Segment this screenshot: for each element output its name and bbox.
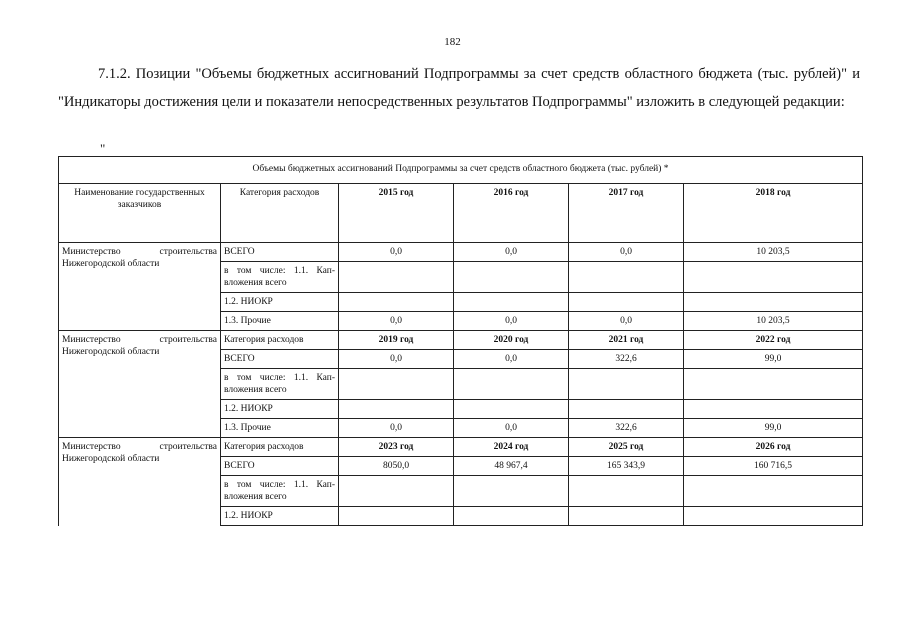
value-cell: 322,6 [569,419,684,438]
value-cell [454,293,569,312]
category-cell: ВСЕГО [221,457,339,476]
value-cell [684,262,863,293]
value-cell: 165 343,9 [569,457,684,476]
value-cell [569,400,684,419]
table-row [59,243,863,262]
value-cell [684,507,863,526]
header-year: 2017 год [569,184,684,243]
value-cell: 0,0 [339,312,454,331]
page-number: 182 [444,36,461,48]
year-cell: 2025 год [569,438,684,457]
category-header-cell: Категория расходов [221,331,339,350]
category-cell: в том числе: 1.1. Кап-вложения всего [221,262,339,293]
category-cell: ВСЕГО [221,350,339,369]
table-row [59,438,863,457]
year-cell: 2026 год [684,438,863,457]
value-cell: 8050,0 [339,457,454,476]
value-cell [454,400,569,419]
category-cell: 1.3. Прочие [221,312,339,331]
year-cell: 2024 год [454,438,569,457]
instruction-paragraph: 7.1.2. Позиции "Объемы бюджетных ассигнований Подпрограммы за счет средств областного бюджета (тыс. рублей)" и "Индикаторы достижения цели и показатели непосредственных результатов Подпрограммы" изложить в следующей редакции: [58,66,860,110]
value-cell: 10 203,5 [684,243,863,262]
value-cell [454,262,569,293]
table-row [59,331,863,350]
table-caption-row [59,157,863,184]
value-cell [684,293,863,312]
value-cell: 0,0 [454,312,569,331]
ministry-name: Министерство строительства Нижегородской области [62,247,217,269]
value-cell [339,507,454,526]
year-cell: 2023 год [339,438,454,457]
value-cell: 99,0 [684,350,863,369]
value-cell: 160 716,5 [684,457,863,476]
header-category: Категория расходов [221,184,339,243]
value-cell: 10 203,5 [684,312,863,331]
table-caption: Объемы бюджетных ассигнований Подпрограммы за счет средств областного бюджета (тыс. рублей) * [59,157,863,184]
value-cell: 48 967,4 [454,457,569,476]
value-cell [569,369,684,400]
category-header-cell: Категория расходов [221,438,339,457]
value-cell [569,262,684,293]
budget-table [58,156,863,526]
opening-quote-mark: " [100,141,106,156]
category-cell: в том числе: 1.1. Кап-вложения всего [221,369,339,400]
ministry-name-cell [59,331,221,438]
value-cell [454,369,569,400]
value-cell [454,507,569,526]
ministry-name: Министерство строительства Нижегородской области [62,442,217,464]
value-cell: 0,0 [339,243,454,262]
value-cell: 0,0 [454,419,569,438]
header-year: 2015 год [339,184,454,243]
category-cell: в том числе: 1.1. Кап-вложения всего [221,476,339,507]
value-cell [339,293,454,312]
year-cell: 2020 год [454,331,569,350]
ministry-name: Министерство строительства Нижегородской области [62,335,217,357]
year-cell: 2022 год [684,331,863,350]
header-customer-name: Наименование государственных заказчиков [59,184,221,243]
value-cell: 0,0 [569,312,684,331]
category-cell: 1.2. НИОКР [221,293,339,312]
category-cell: 1.2. НИОКР [221,507,339,526]
value-cell: 0,0 [454,243,569,262]
value-cell: 322,6 [569,350,684,369]
year-cell: 2019 год [339,331,454,350]
ministry-name-cell [59,438,221,526]
value-cell [339,400,454,419]
value-cell: 0,0 [569,243,684,262]
header-year: 2016 год [454,184,569,243]
value-cell [684,476,863,507]
value-cell: 0,0 [339,350,454,369]
ministry-name-cell [59,243,221,331]
table-header-row [59,184,863,243]
value-cell [684,369,863,400]
value-cell [569,476,684,507]
category-cell: ВСЕГО [221,243,339,262]
header-year: 2018 год [684,184,863,243]
value-cell [454,476,569,507]
value-cell: 0,0 [454,350,569,369]
year-cell: 2021 год [569,331,684,350]
value-cell [339,369,454,400]
value-cell [684,400,863,419]
value-cell [569,293,684,312]
value-cell [339,476,454,507]
category-cell: 1.3. Прочие [221,419,339,438]
value-cell [339,262,454,293]
category-cell: 1.2. НИОКР [221,400,339,419]
value-cell: 0,0 [339,419,454,438]
value-cell: 99,0 [684,419,863,438]
value-cell [569,507,684,526]
